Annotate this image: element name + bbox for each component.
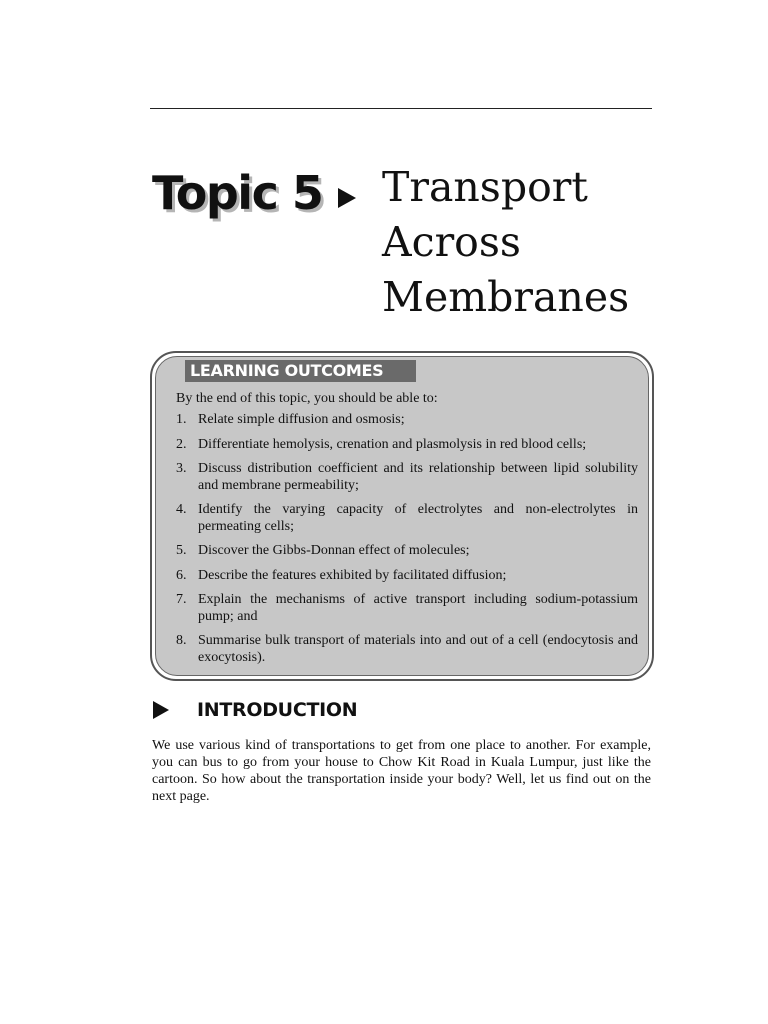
outcome-item bbox=[176, 412, 638, 429]
learning-outcomes-intro: By the end of this topic, you should be able to: bbox=[176, 391, 438, 406]
learning-outcomes-panel bbox=[155, 356, 649, 676]
topic-number-heading: Topic 5 bbox=[152, 166, 323, 220]
outcome-number: 8. bbox=[176, 633, 187, 648]
learning-outcomes-label: LEARNING OUTCOMES bbox=[185, 360, 416, 382]
learning-outcomes-list bbox=[176, 412, 638, 674]
outcome-item bbox=[176, 461, 638, 494]
topic-title-line: Membranes bbox=[382, 273, 630, 321]
outcome-text: Explain the mechanisms of active transport including sodium-potassium pump; and bbox=[198, 592, 638, 624]
header-rule bbox=[150, 108, 652, 109]
outcome-number: 2. bbox=[176, 436, 187, 452]
outcome-text: Discuss distribution coefficient and its relationship between lipid solubility and membrane permeability; bbox=[198, 461, 638, 493]
outcome-text: Discover the Gibbs-Donnan effect of molecules; bbox=[198, 543, 470, 558]
topic-title bbox=[382, 160, 682, 325]
outcome-item bbox=[176, 568, 638, 585]
outcome-number: 3. bbox=[176, 461, 187, 476]
outcome-text: Identify the varying capacity of electrolytes and non-electrolytes in permeating cells; bbox=[198, 502, 638, 534]
introduction-paragraph: We use various kind of transportations to get from one place to another. For example, you can bus to go from your house to Chow Kit Road in Kuala Lumpur, just like the cartoon. So how about the transportation inside your body? Well, let us find out on the next page. bbox=[152, 738, 651, 804]
outcome-text: Summarise bulk transport of materials into and out of a cell (endocytosis and exocytosis). bbox=[198, 633, 638, 665]
learning-outcomes-box bbox=[150, 351, 654, 681]
outcome-number: 6. bbox=[176, 567, 187, 583]
outcome-text: Describe the features exhibited by facilitated diffusion; bbox=[198, 567, 507, 583]
outcome-item bbox=[176, 633, 638, 666]
outcome-item bbox=[176, 592, 638, 625]
topic-title-line: Across bbox=[382, 218, 521, 266]
outcome-text: Relate simple diffusion and osmosis; bbox=[198, 412, 405, 427]
outcome-number: 7. bbox=[176, 592, 187, 607]
outcome-item bbox=[176, 502, 638, 535]
outcome-item bbox=[176, 543, 638, 560]
outcome-item bbox=[176, 437, 638, 454]
outcome-number: 5. bbox=[176, 543, 187, 558]
outcome-number: 1. bbox=[176, 412, 187, 427]
triangle-right-icon bbox=[338, 188, 356, 208]
outcome-number: 4. bbox=[176, 502, 187, 517]
topic-title-line: Transport bbox=[382, 163, 588, 211]
introduction-heading: INTRODUCTION bbox=[197, 699, 358, 721]
triangle-right-icon bbox=[153, 701, 169, 719]
outcome-text: Differentiate hemolysis, crenation and plasmolysis in red blood cells; bbox=[198, 436, 587, 452]
